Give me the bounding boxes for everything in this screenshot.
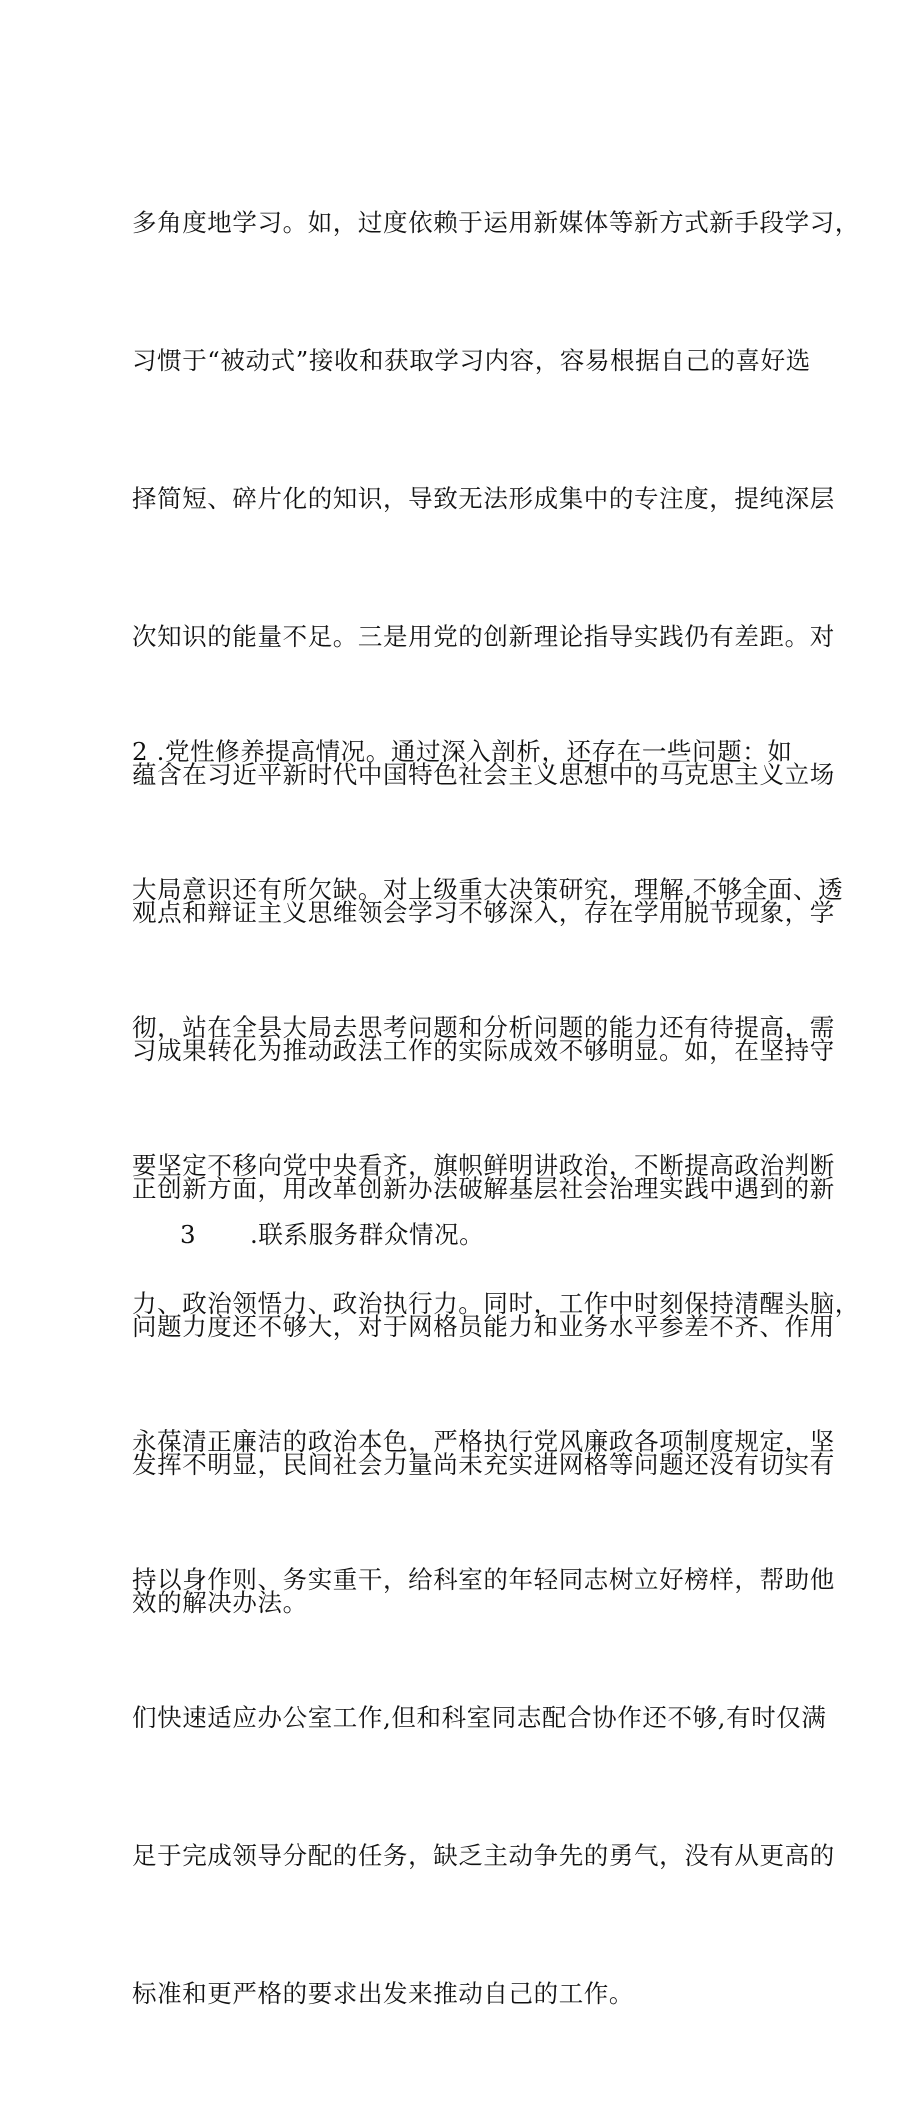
text-line: 问题力度还不够大，对于网格员能力和业务水平参差不齐、作用 [132,1312,835,1341]
text-line: 发挥不明显，民间社会力量尚未充实进网格等问题还没有切实有 [132,1450,835,1479]
text-line: 习成果转化为推动政法工作的实际成效不够明显。如，在坚持守 [132,1036,835,1065]
text-line: 持以身作则、务实重干，给科室的年轻同志树立好榜样，帮助他 [132,1565,835,1594]
text-line: 要坚定不移向党中央看齐，旗帜鲜明讲政治，不断提高政治判断 [132,1151,835,1180]
text-line: 正创新方面，用改革创新办法破解基层社会治理实践中遇到的新 [132,1174,835,1203]
text-line: 效的解决办法。 [132,1588,308,1617]
text-line: 次知识的能量不足。三是用党的创新理论指导实践仍有差距。对 [132,622,835,651]
paragraph-serving-masses-heading [132,1120,860,1350]
text-line: 观点和辩证主义思维领会学习不够深入，存在学用脱节现象，学 [132,898,835,927]
heading-text: .联系服务群众情况。 [250,1220,485,1249]
text-line: 永葆清正廉洁的政治本色，严格执行党风廉政各项制度规定，坚 [132,1427,835,1456]
text-line: 们快速适应办公室工作,但和科室同志配合协作还不够,有时仅满 [132,1703,827,1732]
item-number: 3 [180,1220,197,1249]
text-line: 多角度地学习。如，过度依赖于运用新媒体等新方式新手段学习， [132,208,860,237]
text-line: 标准和更严格的要求出发来推动自己的工作。 [132,1979,634,2008]
text-line: 大局意识还有所欠缺。对上级重大决策研究，理解,不够全面、透 [132,875,844,904]
text-line: 力、政治领悟力、政治执行力。同时，工作中时刻保持清醒头脑， [132,1289,860,1318]
text-line: 习惯于“被动式”接收和获取学习内容，容易根据自己的喜好选 [132,346,811,375]
text-line: 2 .党性修养提高情况。通过深入剖析，还存在一些问题：如 [132,737,793,766]
paragraph-party-spirit [132,637,860,2109]
text-line: 蕴含在习近平新时代中国特色社会主义思想中的马克思主义立场 [132,760,835,789]
text-line: 足于完成领导分配的任务，缺乏主动争先的勇气，没有从更高的 [132,1841,835,1870]
text-line: 彻，站在全县大局去思考问题和分析问题的能力还有待提高，需 [132,1013,835,1042]
heading-line [132,1212,792,1258]
text-line: 择简短、碎片化的知识，导致无法形成集中的专注度，提纯深层 [132,484,835,513]
